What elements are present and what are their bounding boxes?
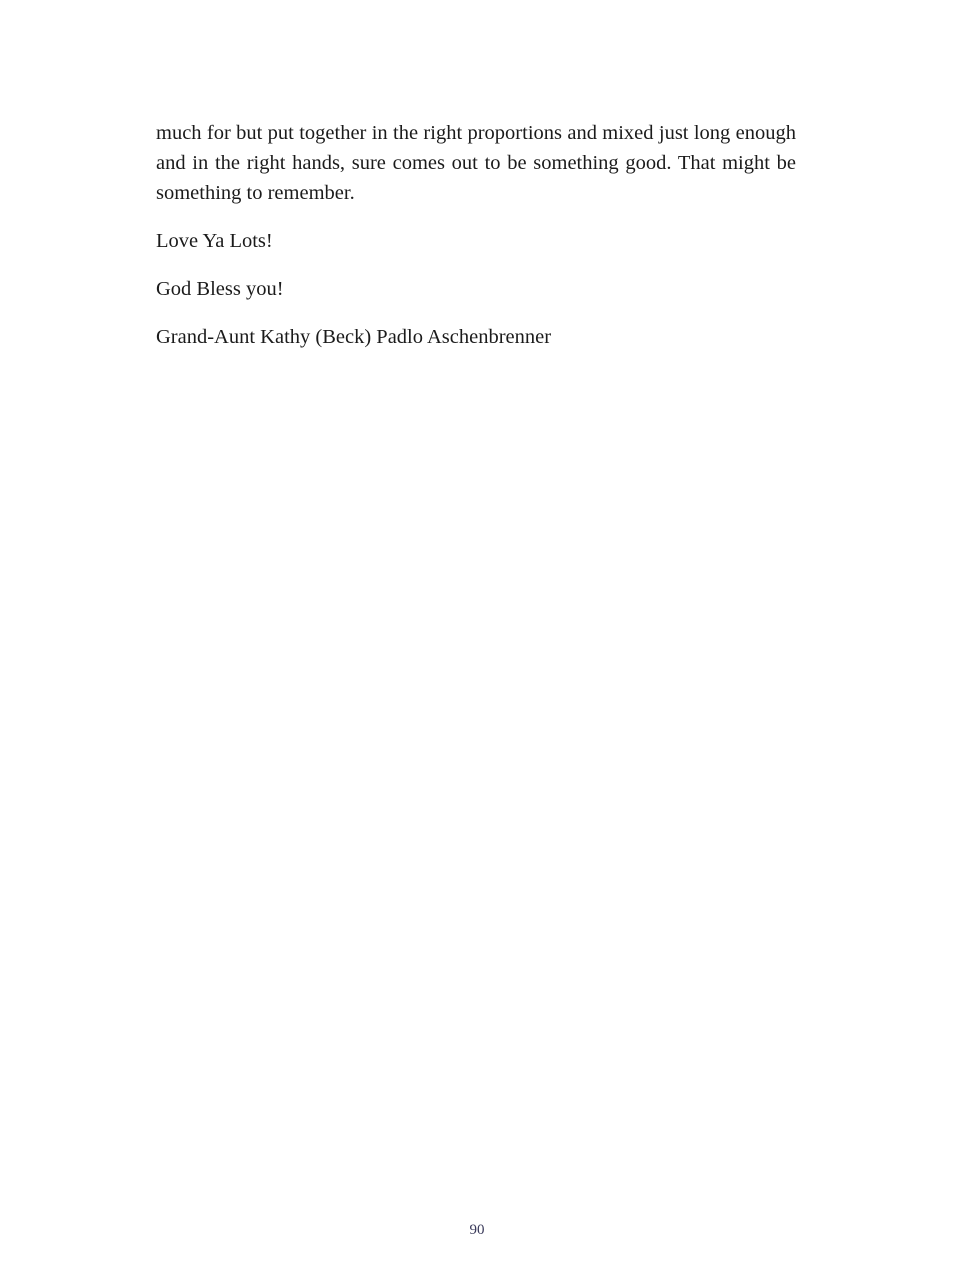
signature-name: Grand-Aunt Kathy (Beck) Padlo Aschenbrenner xyxy=(156,326,552,348)
page-number: 90 xyxy=(469,1222,485,1238)
page-text-body xyxy=(156,118,796,352)
closing-line-love: Love Ya Lots! xyxy=(156,230,273,252)
paragraph-continuation: much for but put together in the right proportions and mixed just long enough and in the right hands, sure comes out to be something good. That might be something to remember. xyxy=(156,122,796,204)
closing-line-blessing: God Bless you! xyxy=(156,278,284,300)
